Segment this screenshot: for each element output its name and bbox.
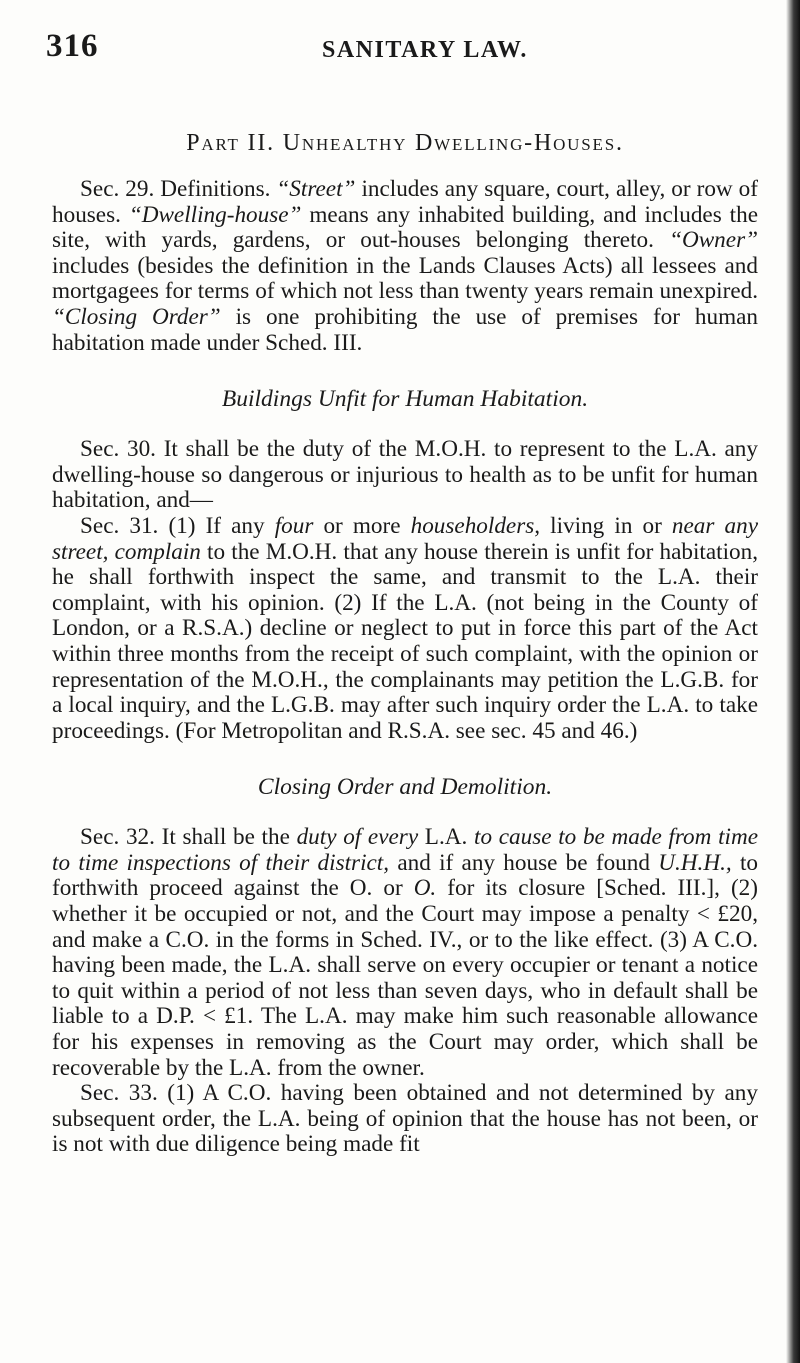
section-30: Sec. 30. It shall be the duty of the M.O.H. to represent to the L.A. any dwelling-house so dangerous or injurious to health as to be unfit for human habitation, and—: [52, 436, 758, 514]
section-31: Sec. 31. (1) If any four or more householders, living in or near any street, complain to the M.O.H. that any house therein is unfit for habitation, he shall forthwith inspect the same, and transmit to the L.A. their complaint, with his opinion. (2) If the L.A. (not being in the County of London, or a R.S.A.) decline or neglect to put in force this part of the Act within three months from the receipt of such complaint, with the opinion or representation of the M.O.H., the complainants may petition the L.G.B. for a local inquiry, and the L.G.B. may after such inquiry order the L.A. to take proceedings. (For Metropolitan and R.S.A. see sec. 45 and 46.): [52, 512, 759, 744]
section-33: Sec. 33. (1) A C.O. having been obtained and not determined by any subsequent order, the L.A. being of opinion that the house has not been, or is not with due diligence being made fit: [52, 1080, 758, 1158]
running-head: [46, 28, 766, 72]
less-than-symbol: <: [696, 901, 710, 928]
page-number: 316: [46, 28, 99, 64]
term-street: “Street”: [276, 176, 356, 202]
term-closing-order: “Closing Order”: [52, 303, 221, 330]
page-body: [52, 130, 758, 1158]
term-dwelling-house: “Dwelling-house”: [128, 201, 302, 228]
running-title: SANITARY LAW.: [322, 37, 528, 63]
part-heading: Part II. Unhealthy Dwelling-Houses.: [186, 130, 624, 156]
less-than-symbol: <: [202, 1003, 217, 1030]
heading-closing-order: Closing Order and Demolition.: [257, 774, 553, 801]
section-32: Sec. 32. It shall be the duty of every L.A. to cause to be made from time to time inspections of their district, and if any house be found U.H.H., to forthwith proceed against the O. or O. for its closure [Sched. III.], (2) whether it be occupied or not, and the Court may impose a penalty < £20, and make a C.O. in the forms in Sched. IV., or to the like effect. (3) A C.O. having been made, the L.A. shall serve on every occupier or tenant a notice to quit within a period of not less than seven days, who in default shall be liable to a D.P. < £1. The L.A. may make him such reasonable allowance for his expenses in removing as the Court may order, which shall be recoverable by the L.A. from the owner.: [52, 824, 759, 1081]
term-owner: “Owner”: [669, 227, 758, 254]
heading-buildings-unfit: Buildings Unfit for Human Habitation.: [221, 386, 589, 413]
page-edge-shadow: [786, 0, 800, 1363]
section-29: Sec. 29. Definitions. “Street” includes any square, court, alley, or row of houses. “Dwelling-house” means any inhabited building, and includes the site, with yards, gardens, or out-houses belonging thereto. “Owner” includes (besides the definition in the Lands Clauses Acts) all lessees and mortgagees for terms of which not less than twenty years remain unexpired. “Closing Order” is one prohibiting the use of premises for human habitation made under Sched. III.: [52, 176, 759, 356]
